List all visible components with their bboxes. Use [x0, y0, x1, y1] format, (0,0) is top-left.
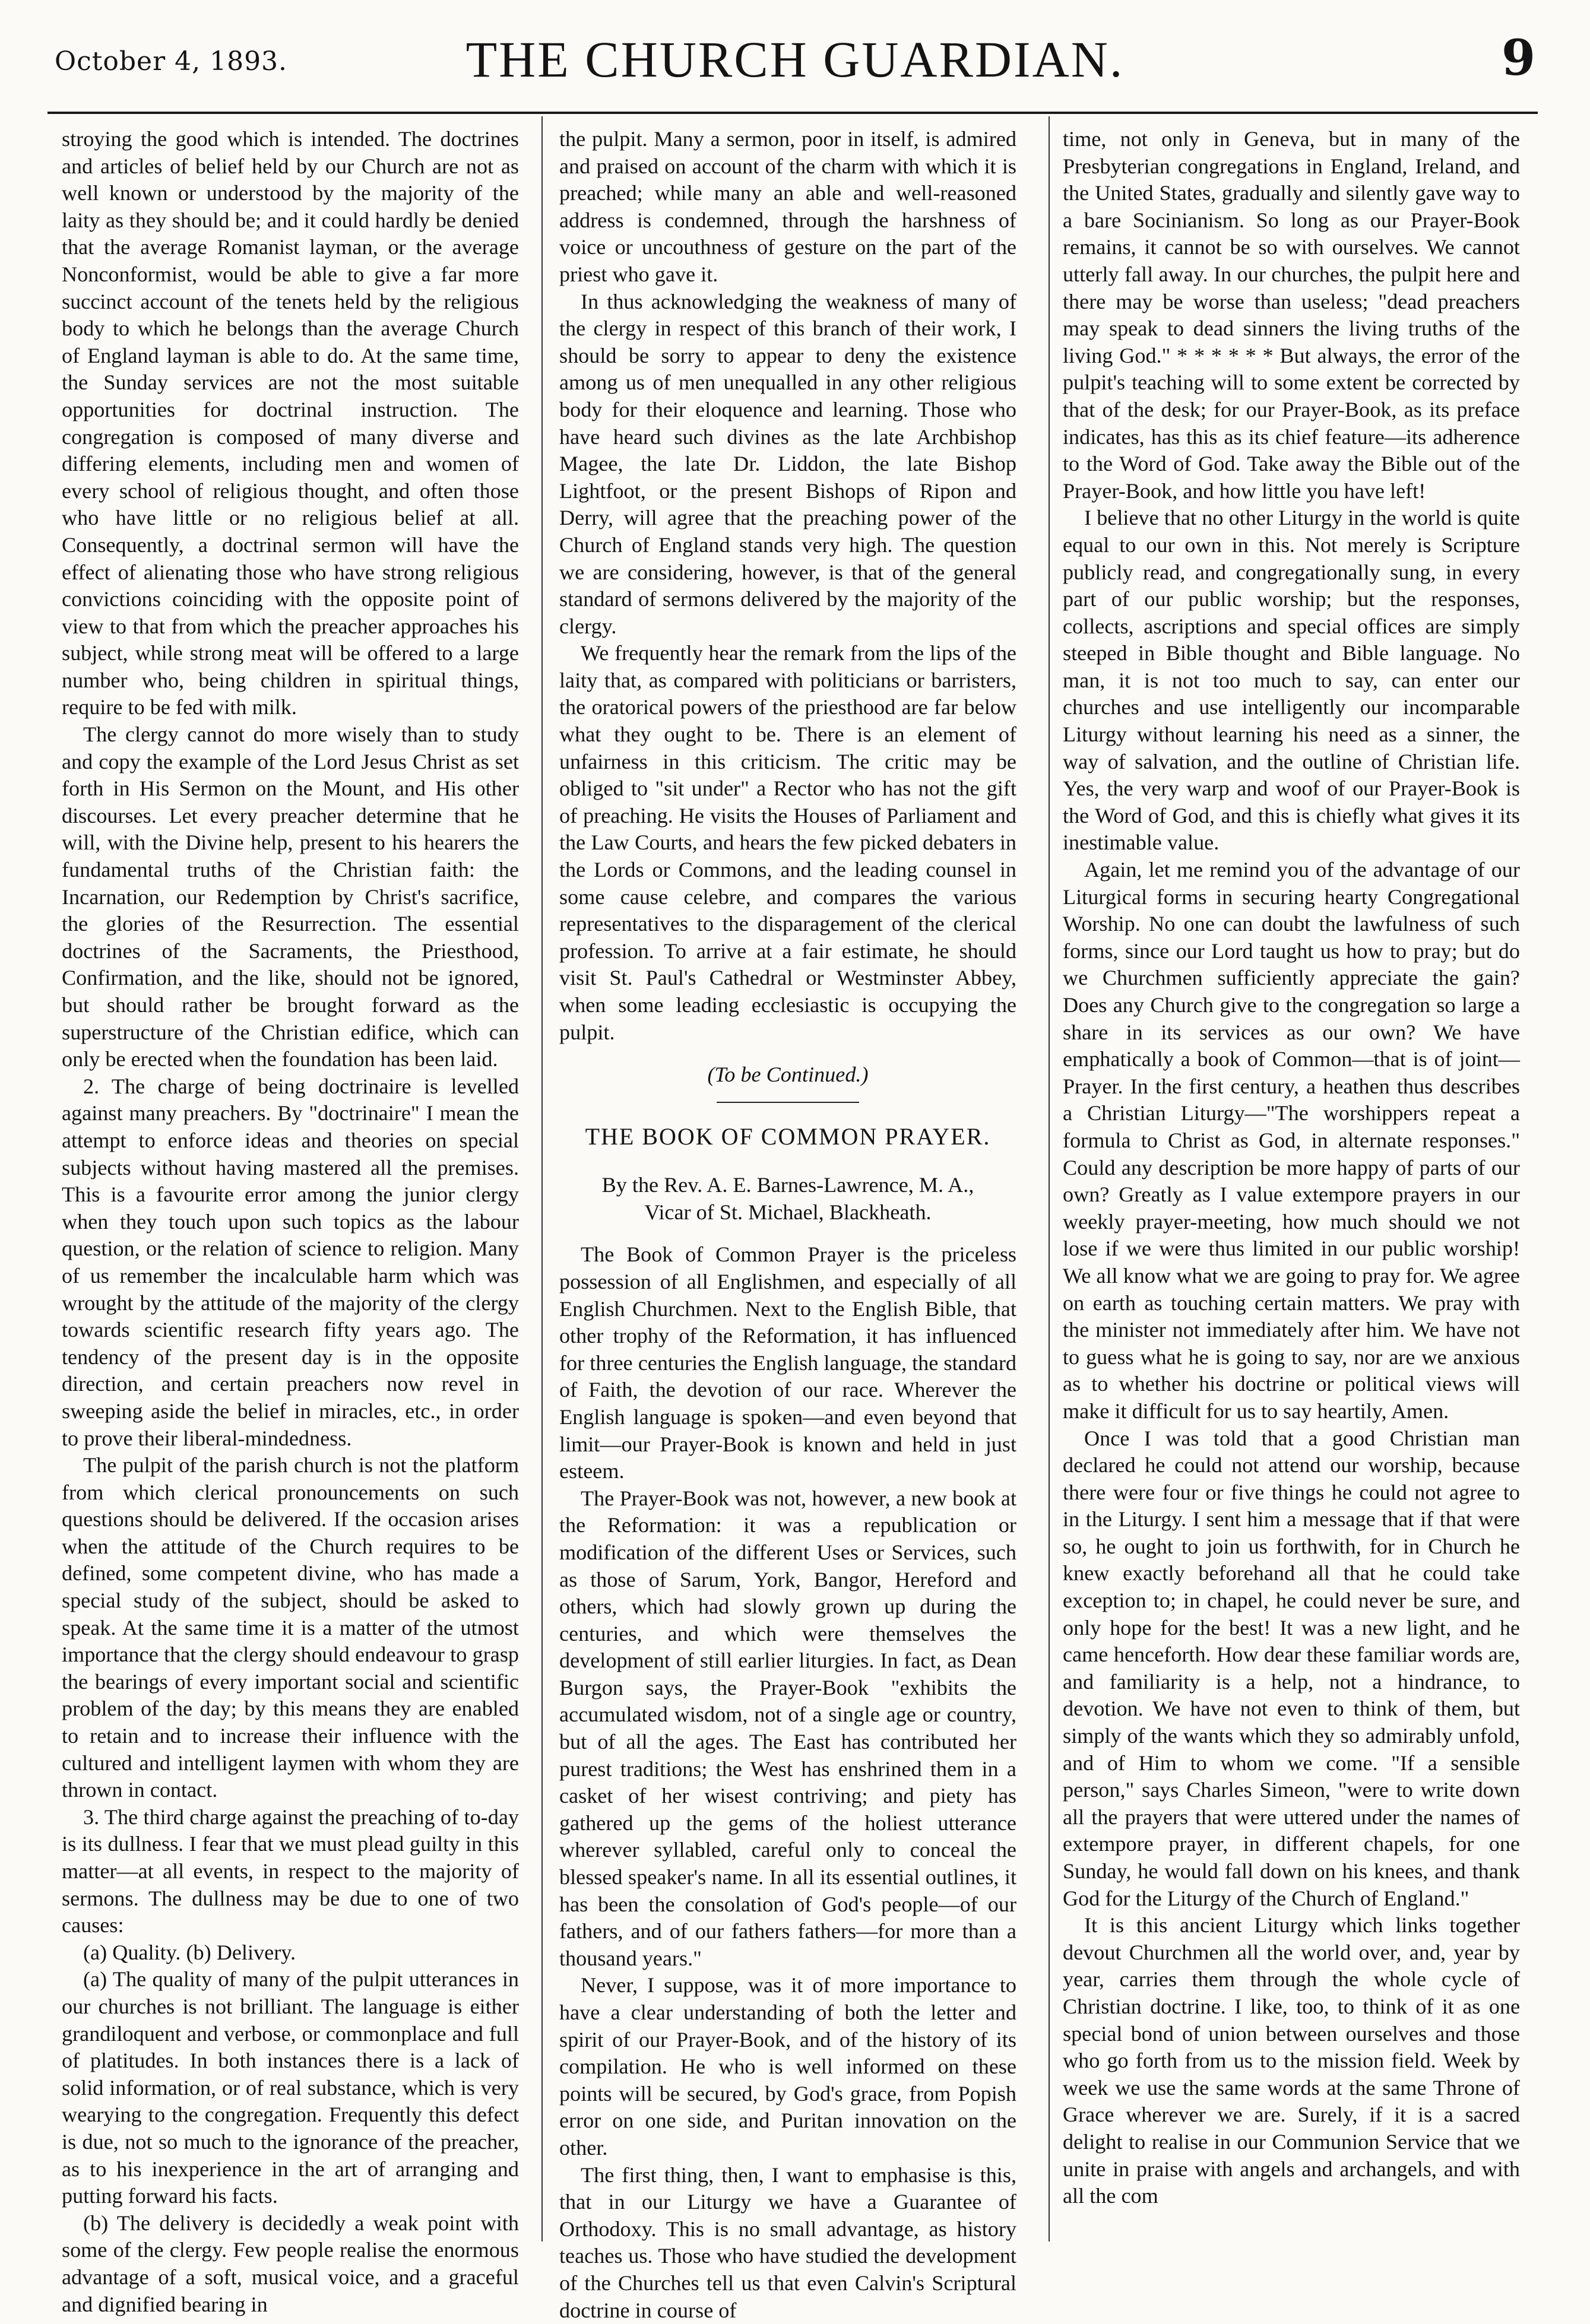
- byline-position: Vicar of St. Michael, Blackheath.: [644, 1200, 932, 1225]
- paragraph: Again, let me remind you of the advantage of our Liturgical forms in securing hearty Congregational Worship. No one can doubt the lawfulness of such forms, since our Lord taught us how to pray; but do we Churchmen sufficiently appreciate the gain? Does any Church give to the congregation so large a share in its services as our own? We have emphatically a book of Common—that is of joint—Prayer. In the first century, a heathen thus describes a Christian Liturgy—"The worshippers repeat a formula to Christ as God, in alternate responses." Could any description be more happy of parts of our own? Greatly as I value extempore prayers in our weekly prayer-meeting, how much should we not lose if we were thus limited in our public worship! We all know what we are going to pray for. We agree on earth as touching certain matters. We pray with the minister not immediately after him. We have not to guess what he is going to say, nor are we anxious as to whether his doctrine or political views will make it difficult for us to say heartily, Amen.: [1063, 858, 1520, 1423]
- section-rule: [717, 1102, 859, 1103]
- paragraph: The clergy cannot do more wisely than to study and copy the example of the Lord Jesus Christ as set forth in His Sermon on the Mount, and His other discourses. Let every preacher determine that he will, with the Divine help, present to his hearers the fundamental truths of the Christian faith: the Incarnation, our Redemption by Christ's sacrifice, the glories of the Resurrection. The essential doctrines of the Sacraments, the Priesthood, Confirmation, and the like, should not be ignored, but should rather be brought forward as the superstructure of the Christian edifice, which can only be erected when the foundation has been laid.: [62, 722, 519, 1071]
- paragraph: The first thing, then, I want to emphasise is this, that in our Liturgy we have a Guarantee of Orthodoxy. This is no small advantage, as history teaches us. Those who have studied the development of the Churches tell us that even Calvin's Scriptural doctrine in course of: [559, 2163, 1016, 2322]
- paragraph: (a) Quality. (b) Delivery.: [83, 1940, 296, 1964]
- column-3: [1063, 126, 1520, 2251]
- column-divider: [1049, 116, 1050, 2241]
- paragraph: 2. The charge of being doctrinaire is levelled against many preachers. By "doctrinaire" I mean the attempt to enforce ideas and theories on special subjects without having mastered all the premises. This is a favourite error among the junior clergy when they touch upon such topics as the labour question, or the relation of science to religion. Many of us remember the incalculable harm which was wrought by the attitude of the majority of the clergy towards scientific research fifty years ago. The tendency of the present day is in the opposite direction, and certain preachers now revel in sweeping aside the belief in miracles, etc., in order to prove their liberal-mindedness.: [62, 1074, 519, 1450]
- paragraph: Once I was told that a good Christian man declared he could not attend our worship, because there were four or five things he could not agree to in the Liturgy. I sent him a message that if that were so, he ought to join us forthwith, for in Church he knew exactly beforehand all that he could take exception to; in chapel, he could never be sure, and only hope for the best! It was a new light, and he came henceforth. How dear these familiar words are, and familiarity is a help, not a hindrance, to devotion. We have not even to think of them, but simply of the wants which they so admirably unfold, and of Him to whom we come. "If a sensible person," says Charles Simeon, "were to write down all the prayers that were uttered under the names of extempore prayer, in different chapels, for one Sunday, he would fall down on his knees, and thank God for the Liturgy of the Church of England.": [1063, 1426, 1520, 1910]
- paragraph: stroying the good which is intended. The doctrines and articles of belief held by our Church are not as well known or understood by the majority of the laity as they should be; and it could hardly be denied that the average Romanist layman, or the average Nonconformist, would be able to give a far more succinct account of the tenets held by the religious body to which he belongs than the average Church of England layman is able to do. At the same time, the Sunday services are not the most suitable opportunities for doctrinal instruction. The congregation is composed of many diverse and differing elements, including men and women of every school of religious thought, and often those who have little or no religious belief at all. Consequently, a doctrinal sermon will have the effect of alienating those who have strong religious convictions coinciding with the opposite point of view to that from which the preacher approaches his subject, while strong meat will be offered to a large number who, being children in spiritual things, require to be fed with milk.: [62, 127, 519, 719]
- paragraph: 3. The third charge against the preaching of to-day is its dullness. I fear that we must plead guilty in this matter—at all events, in respect to the majority of sermons. The dullness may be due to one of two causes:: [62, 1805, 519, 1938]
- to-be-continued: (To be Continued.): [707, 1063, 869, 1087]
- paragraph: Never, I suppose, was it of more importance to have a clear understanding of both the letter and spirit of our Prayer-Book, and of the history of its compilation. He who is well informed on these points will be secured, by God's grace, from Popish error on one side, and Puritan innovation on the other.: [559, 1973, 1016, 2160]
- paragraph: The pulpit of the parish church is not the platform from which clerical pronouncements on such questions should be delivered. If the occasion arises when the attitude of the Church requires to be defined, some competent divine, who has made a special study of the subject, should be asked to speak. At the same time it is a matter of the utmost importance that the clergy should endeavour to grasp the bearings of every important social and scientific problem of the day; by this means they are enabled to retain and to increase their influence with the cultured and intelligent laymen with whom they are thrown in contact.: [62, 1453, 519, 1802]
- paragraph: The Prayer-Book was not, however, a new book at the Reformation: it was a republication or modification of the different Uses or Services, such as those of Sarum, York, Bangor, Hereford and others, which had slowly grown up during the centuries, and which were themselves the development of still earlier liturgies. In fact, as Dean Burgon says, the Prayer-Book "exhibits the accumulated wisdom, not of a single age or country, but of all the ages. The East has contributed her purest traditions; the West has enshrined them in a casket of her wisest contriving; and piety has gathered up the gems of the holiest utterance wherever syllabled, careful only to conceal the blessed speaker's name. In all its essential outlines, it has been the consolation of God's people—of our fathers, and of our fathers fathers—for more than a thousand years.": [559, 1486, 1016, 1970]
- byline-author: By the Rev. A. E. Barnes-Lawrence, M. A.,: [601, 1173, 974, 1197]
- page-number: 9: [1501, 30, 1535, 87]
- column-1: [62, 126, 519, 2316]
- paragraph: The Book of Common Prayer is the priceless possession of all Englishmen, and especially of all English Churchmen. Next to the English Bible, that other trophy of the Reformation, it has influenced for three centuries the English language, the standard of Faith, the devotion of our race. Wherever the English language is spoken—and even beyond that limit—our Prayer-Book is known and held in just esteem.: [559, 1242, 1016, 1483]
- column-2: [559, 126, 1016, 2322]
- article-heading: THE BOOK OF COMMON PRAYER.: [585, 1123, 991, 1150]
- issue-date: October 4, 1893.: [55, 46, 288, 77]
- paragraph: In thus acknowledging the weakness of many of the clergy in respect of this branch of their work, I should be sorry to appear to deny the existence among us of men unequalled in any other religious body for their eloquence and learning. Those who have heard such divines as the late Archbishop Magee, the late Dr. Liddon, the late Bishop Lightfoot, or the present Bishops of Ripon and Derry, will agree that the preaching power of the Church of England stands very high. The question we are considering, however, is that of the general standard of sermons delivered by the majority of the clergy.: [559, 289, 1016, 638]
- column-divider: [541, 116, 543, 2241]
- newspaper-title: THE CHURCH GUARDIAN.: [465, 31, 1125, 88]
- paragraph: It is this ancient Liturgy which links together devout Churchmen all the world over, and, year by year, carries them through the whole cycle of Christian doctrine. I like, too, to think of it as one special bond of union between ourselves and those who go forth from us to the mission field. Week by week we use the same words at the same Throne of Grace wherever we are. Surely, if it is a sacred delight to realise in our Communion Service that we unite in praise with angels and archangels, and with all the com: [1063, 1913, 1520, 2208]
- paragraph: (b) The delivery is decidedly a weak point with some of the clergy. Few people realise the enormous advantage of a soft, musical voice, and a graceful and dignified bearing in: [62, 2211, 519, 2316]
- paragraph: (a) The quality of many of the pulpit utterances in our churches is not brilliant. The language is either grandiloquent and verbose, or commonplace and full of platitudes. In both instances there is a lack of solid information, or of real substance, which is very wearying to the congregation. Frequently this defect is due, not so much to the ignorance of the preacher, as to his inexperience in the art of arranging and putting forward his facts.: [62, 1967, 519, 2208]
- masthead: [0, 0, 1590, 119]
- article-byline: [559, 1171, 1016, 1226]
- paragraph: time, not only in Geneva, but in many of the Presbyterian congregations in England, Ireland, and the United States, gradually and silently gave way to a bare Socinianism. So long as our Prayer-Book remains, it cannot be so with ourselves. We cannot utterly fall away. In our churches, the pulpit here and there may be worse than useless; "dead preachers may speak to dead sinners the living truths of the living God." * * * * * * But always, the error of the pulpit's teaching will to some extent be corrected by that of the desk; for our Prayer-Book, as its preface indicates, has this as its chief feature—its adherence to the Word of God. Take away the Bible out of the Prayer-Book, and how little you have left!: [1063, 127, 1520, 503]
- paragraph: I believe that no other Liturgy in the world is quite equal to our own in this. Not merely is Scripture publicly read, and congregationally sung, in every part of our public worship; but the responses, collects, ascriptions and special offices are simply steeped in Bible thought and Bible language. No man, it is not too much to say, can enter our churches and use intelligently our incomparable Liturgy without learning his need as a sinner, the way of salvation, and the outline of Christian life. Yes, the very warp and woof of our Prayer-Book is the Word of God, and this is chiefly what gives it its inestimable value.: [1063, 506, 1520, 855]
- paragraph: the pulpit. Many a sermon, poor in itself, is admired and praised on account of the charm with which it is preached; while many an able and well-reasoned address is condemned, through the harshness of voice or uncouthness of gesture on the part of the priest who gave it.: [559, 127, 1016, 286]
- paragraph: We frequently hear the remark from the lips of the laity that, as compared with politicians or barristers, the oratorical powers of the priesthood are far below what they ought to be. There is an element of unfairness in this criticism. The critic may be obliged to "sit under" a Rector who has not the gift of preaching. He visits the Houses of Parliament and the Law Courts, and hears the few picked debaters in the Lords or Commons, and the leading counsel in some cause celebre, and compares the various representatives to the disparagement of the clerical profession. To arrive at a fair estimate, he should visit St. Paul's Cathedral or Westminster Abbey, when some leading ecclesiastic is occupying the pulpit.: [559, 641, 1016, 1044]
- masthead-rule: [47, 112, 1538, 114]
